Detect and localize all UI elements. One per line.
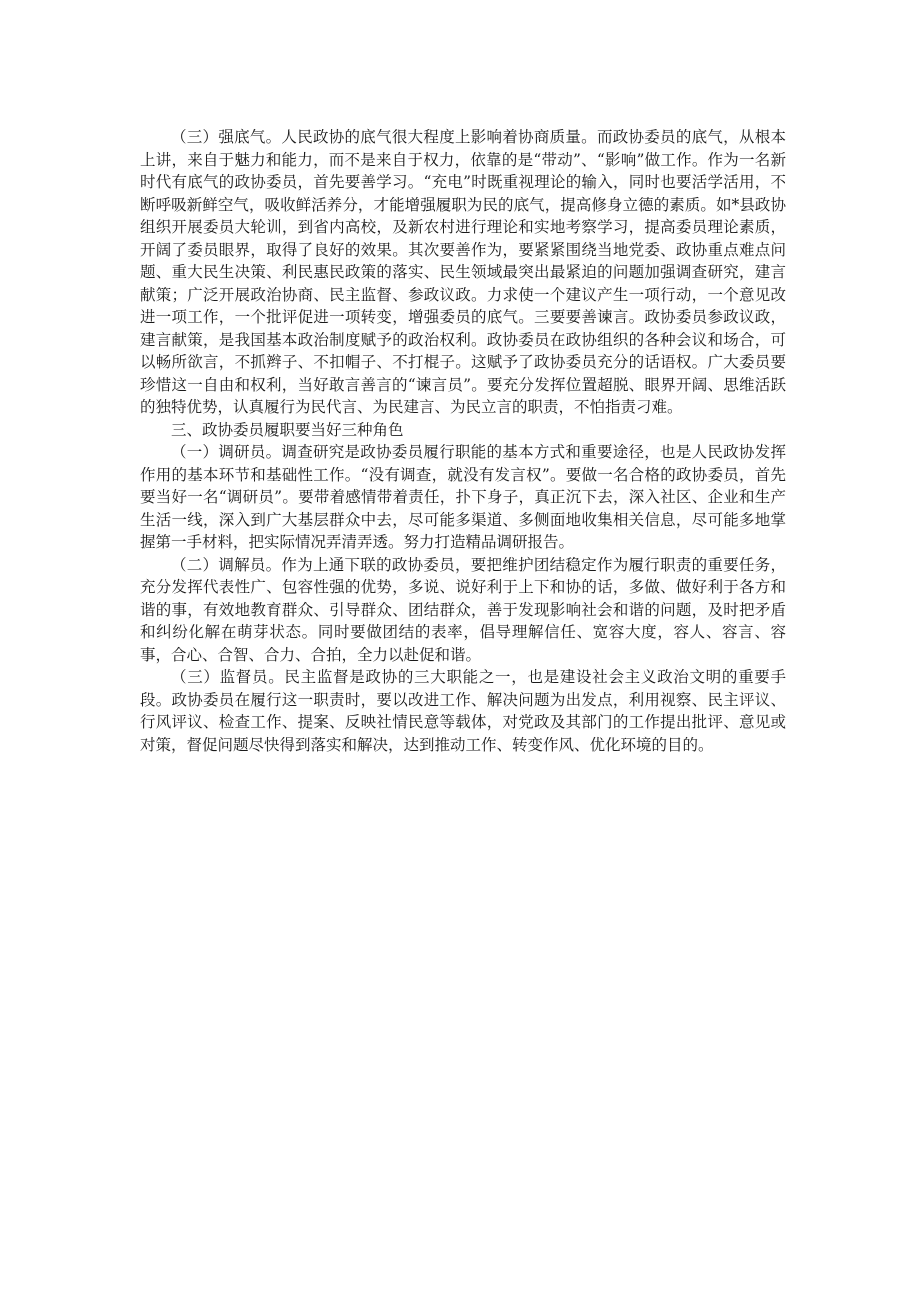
section-heading-three-roles: 三、政协委员履职要当好三种角色 bbox=[171, 420, 404, 439]
paragraph-strengthen-foundation: （三）强底气。人民政协的底气很大程度上影响着协商质量。而政协委员的底气，从根本上讲，来自于魅力和能力，而不是来自于权力，依靠的是“带动”、“影响”做工作。作为一名新时代有底气的政协委员，首先要善学习。“充电”时既重视理论的输入，同时也要活学活用，不断呼吸新鲜空气，吸收鲜活养分，才能增强履职为民的底气，提高修身立德的素质。如*县政协组织开展委员大轮训，到省内高校，及新农村进行理论和实地考察学习，提高委员理论素质，开阔了委员眼界，取得了良好的效果。其次要善作为，要紧紧围绕当地党委、政协重点难点问题、重大民生决策、利民惠民政策的落实、民生领域最突出最紧迫的问题加强调查研究，建言献策；广泛开展政治协商、民主监督、参政议政。力求使一个建议产生一项行动，一个意见改进一项工作，一个批评促进一项转变，增强委员的底气。三要要善谏言。政协委员参政议政，建言献策，是我国基本政治制度赋予的政治权利。政协委员在政协组织的各种会议和场合，可以畅所欲言，不抓辫子、不扣帽子、不打棍子。这赋予了政协委员充分的话语权。广大委员要珍惜这一自由和权利，当好敢言善言的“谏言员”。要充分发挥位置超脱、眼界开阔、思维活跃的独特优势，认真履行为民代言、为民建言、为民立言的职责，不怕指责刁难。 bbox=[140, 128, 786, 416]
paragraph-mediator: （二）调解员。作为上通下联的政协委员，要把维护团结稳定作为履行职责的重要任务，充分发挥代表性广、包容性强的优势，多说、说好利于上下和协的话，多做、做好利于各方和谐的事，有效地教育群众、引导群众、团结群众，善于发现影响社会和谐的问题，及时把矛盾和纠纷化解在萌芽状态。同时要做团结的表率，倡导理解信任、宽容大度，容人、容言、容事，合心、合智、合力、合拍，全力以赴促和谐。 bbox=[140, 555, 786, 664]
paragraph-supervisor: （三）监督员。民主监督是政协的三大职能之一，也是建设社会主义政治文明的重要手段。政协委员在履行这一职责时，要以改进工作、解决问题为出发点，利用视察、民主评议、行风评议、检查工作、提案、反映社情民意等载体，对党政及其部门的工作提出批评、意见或对策，督促问题尽快得到落实和解决，达到推动工作、转变作风、优化环境的目的。 bbox=[140, 668, 786, 754]
document-body bbox=[140, 126, 786, 756]
paragraph-researcher: （一）调研员。调查研究是政协委员履行职能的基本方式和重要途径，也是人民政协发挥作用的基本环节和基础性工作。“没有调查，就没有发言权”。要做一名合格的政协委员，首先要当好一名“调研员”。要带着感情带着责任，扑下身子，真正沉下去，深入社区、企业和生产生活一线，深入到广大基层群众中去，尽可能多渠道、多侧面地收集相关信息，尽可能多地掌握第一手材料，把实际情况弄清弄透。努力打造精品调研报告。 bbox=[140, 443, 786, 551]
